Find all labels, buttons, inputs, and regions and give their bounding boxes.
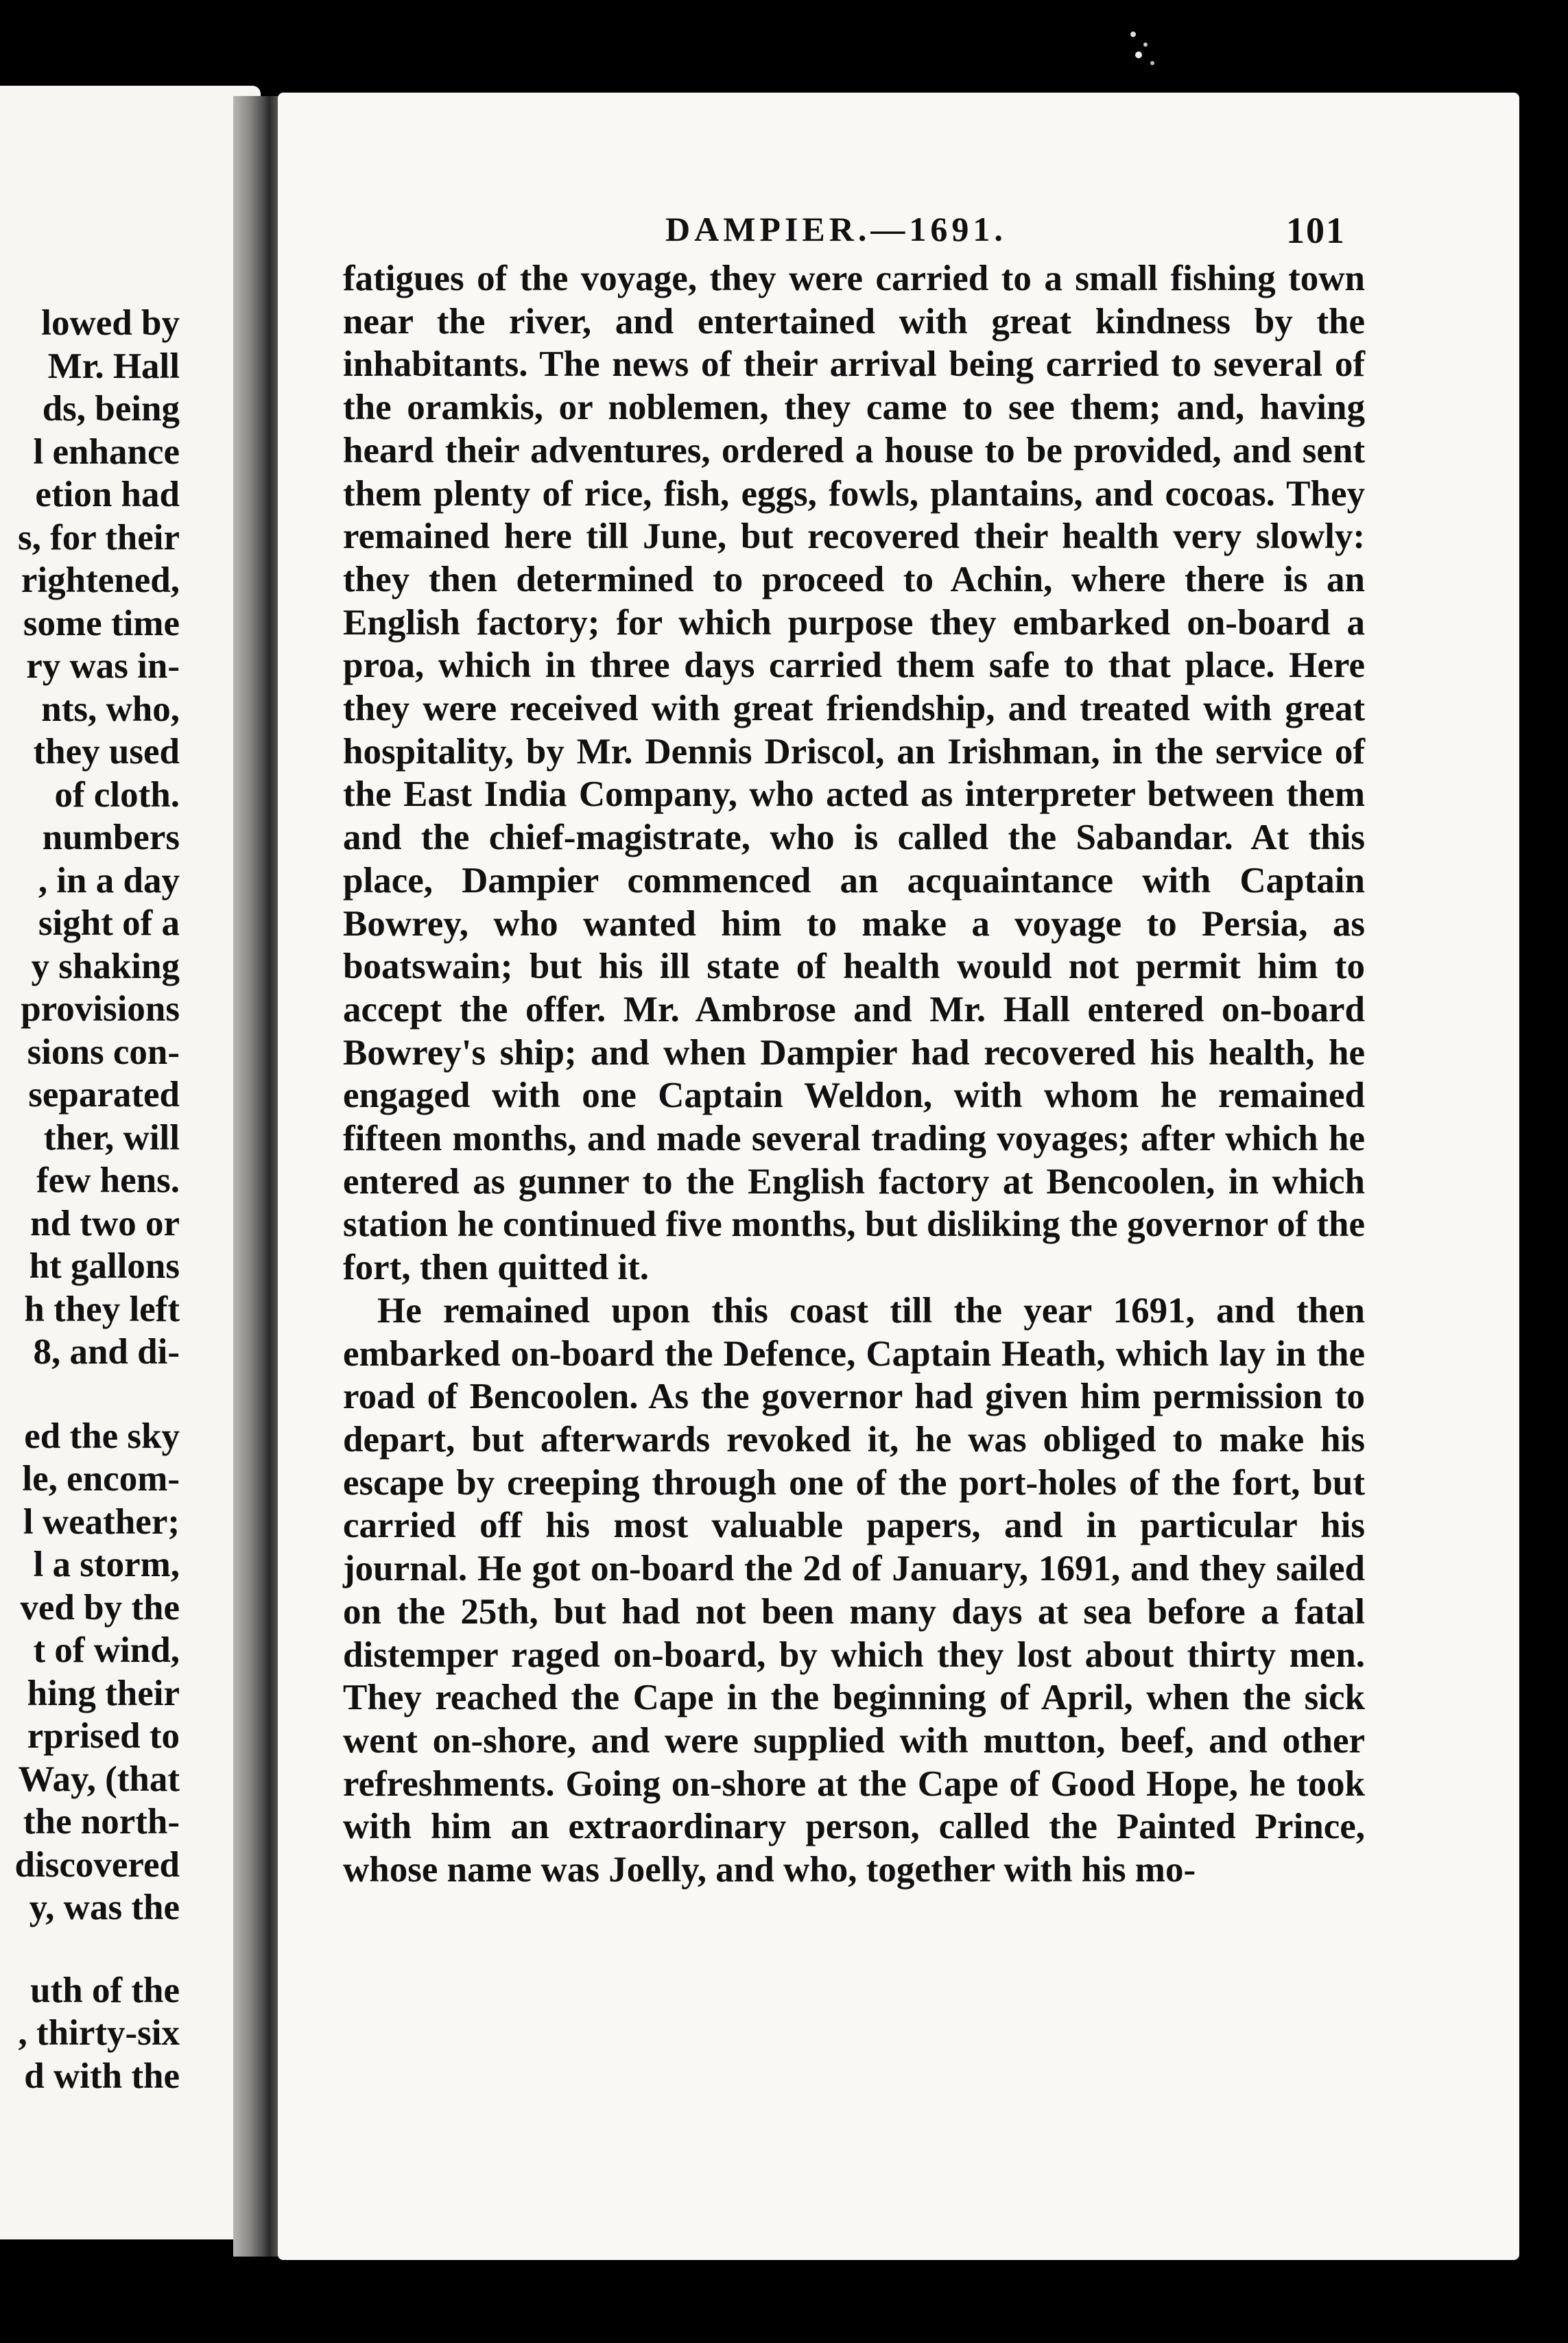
left-page-line: ed the sky bbox=[24, 1416, 180, 1456]
left-page-line: some time bbox=[23, 603, 180, 643]
left-page-line: ther, will bbox=[43, 1117, 180, 1158]
left-page-line: discovered bbox=[14, 1844, 180, 1885]
paragraph-1: fatigues of the voyage, they were carried to a small fishing town near the river, and entertained with great kindness by the inhabitants. The news of their arrival being carried to several of the oramkis, or noblemen, they came to see them; and, having heard their adventures, ordered a house to be provided, and sent them plenty of rice, fish, eggs, fowls, plantains, and cocoas. They remained here till June, but recovered their health very slowly: they then determined to proceed to Achin, where there is an English factory; for which purpose they embarked on-board a proa, which in three days carried them safe to that place. Here they were received with great friendship, and treated with great hospitality, by Mr. Dennis Driscol, an Irishman, in the service of the East India Company, who acted as interpreter between them and the chief-magistrate, who is called the Sabandar. At this place, Dampier commenced an acquaintance with Captain Bowrey, who wanted him to make a voyage to Persia, as boatswain; but his ill state of health would not permit him to accept the offer. Mr. Ambrose and Mr. Hall entered on-board Bowrey's ship; and when Dampier had recovered his health, he engaged with one Captain Weldon, with whom he remained fifteen months, and made several trading voyages; after which he entered as gunner to the English factory at Bencoolen, in which station he continued five months, but disliking the governor of the fort, then quitted it. bbox=[343, 259, 1365, 1288]
left-page-line: nts, who, bbox=[41, 689, 180, 729]
body-text bbox=[343, 257, 1365, 1892]
left-page-line: h they left bbox=[24, 1289, 180, 1329]
left-page-line: hing their bbox=[27, 1673, 180, 1713]
left-page-line: ht gallons bbox=[29, 1246, 180, 1286]
left-page-line: ved by the bbox=[20, 1587, 180, 1628]
page-number: 101 bbox=[1286, 210, 1346, 251]
paragraph-2: He remained upon this coast till the year 1691, and then embarked on-board the Defence, Captain Heath, which lay in the road of Bencoolen. As the governor had given him permission to depart, but afterwards revoked it, he was obliged to make his escape by creeping through one of the port-holes of the fort, but carried off his most valuable papers, and in particular his journal. He got on-board the 2d of January, 1691, and they sailed on the 25th, but had not been many days at sea before a fatal distemper raged on-board, by which they lost about thirty men. They reached the Cape in the beginning of April, when the sick went on-shore, and were supplied with mutton, beef, and other refreshments. Going on-shore at the Cape of Good Hope, he took with him an extraordinary person, called the Painted Prince, whose name was Joelly, and who, together with his mo- bbox=[343, 1290, 1365, 1890]
left-page-gap bbox=[0, 1374, 180, 1415]
left-page-line: 8, and di- bbox=[33, 1332, 180, 1372]
left-page-line: t of wind, bbox=[33, 1630, 180, 1670]
left-page-line: l a storm, bbox=[33, 1545, 180, 1584]
left-page-line: of cloth. bbox=[54, 774, 180, 815]
running-title: DAMPIER.—1691. bbox=[665, 210, 1007, 248]
left-page-line: y shaking bbox=[31, 946, 180, 986]
left-page-line: ry was in- bbox=[26, 646, 180, 686]
left-page-line: d with the bbox=[24, 2056, 180, 2096]
left-page-line: rprised to bbox=[27, 1716, 180, 1756]
right-page bbox=[278, 93, 1519, 2260]
left-page-line: ds, being bbox=[42, 389, 180, 429]
left-page-line: l weather; bbox=[23, 1501, 180, 1542]
left-page-line: le, encom- bbox=[22, 1459, 180, 1499]
left-page-line: Way, (that bbox=[18, 1759, 180, 1799]
left-page-line: sight of a bbox=[38, 903, 180, 943]
left-page-text-column bbox=[0, 302, 180, 2097]
left-page-gap bbox=[0, 1929, 180, 1969]
left-page-line: Mr. Hall bbox=[47, 346, 180, 386]
left-page-line: etion had bbox=[35, 475, 180, 514]
left-page-line: lowed by bbox=[41, 303, 180, 343]
left-page-line: rightened, bbox=[21, 560, 180, 600]
left-page-line: nd two or bbox=[30, 1203, 180, 1244]
left-page-line: , in a day bbox=[38, 860, 180, 901]
left-page-line: numbers bbox=[42, 818, 180, 857]
left-page-line: separated bbox=[28, 1075, 180, 1115]
left-page-line: the north- bbox=[23, 1802, 180, 1842]
left-page-line: y, was the bbox=[29, 1888, 180, 1927]
running-head bbox=[278, 209, 1519, 264]
left-page-line: provisions bbox=[21, 989, 180, 1029]
left-page-line: sions con- bbox=[27, 1032, 180, 1072]
left-page-line: l enhance bbox=[33, 431, 180, 472]
left-page-line: few hens. bbox=[36, 1161, 180, 1200]
left-page-line: uth of the bbox=[30, 1970, 180, 2010]
left-page-fragment bbox=[0, 86, 261, 2239]
left-page-line: they used bbox=[33, 732, 180, 772]
left-page-line: s, for their bbox=[18, 517, 180, 558]
left-page-line: , thirty-six bbox=[18, 2013, 180, 2053]
dust-specks bbox=[1125, 21, 1166, 75]
